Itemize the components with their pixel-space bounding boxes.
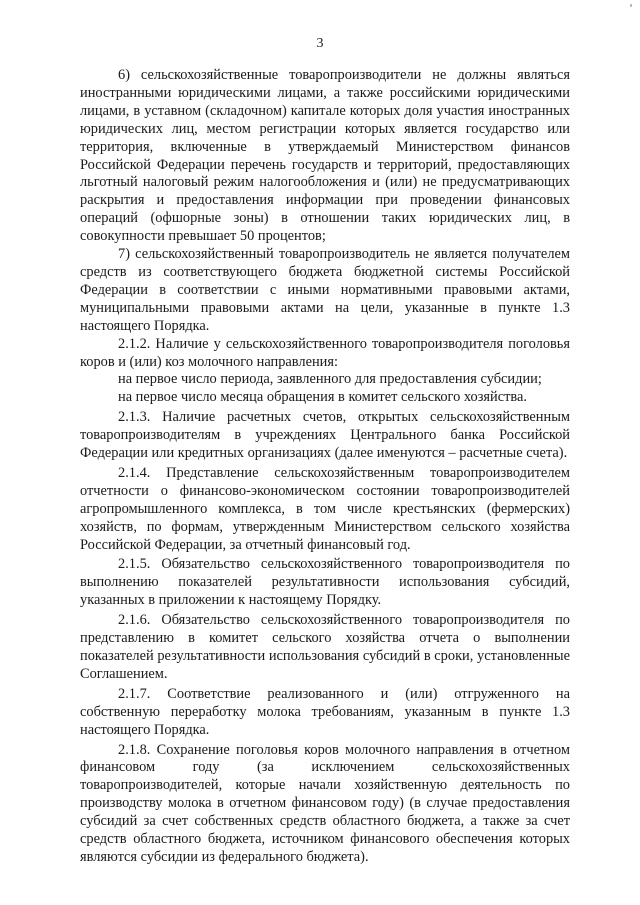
scan-speck xyxy=(630,4,632,7)
paragraph-2-1-2-item-2: на первое число месяца обращения в комитет сельского хозяйства. xyxy=(118,389,527,406)
paragraph-2-1-6: 2.1.6. Обязательство сельскохозяйственного товаропроизводителя по представлению в комитет сельского хозяйства отчета о выполнении показателей результативности использования субсидий в сроки, установленные Соглашением. xyxy=(80,612,570,682)
paragraph-condition-7: 7) сельскохозяйственный товаропроизводитель не является получателем средств из соответствующего бюджета бюджетной системы Российской Федерации в соответствии с иными нормативными правовыми актами, муниципальными правовыми актами на цели, указанные в пункте 1.3 настоящего Порядка. xyxy=(80,246,570,334)
document-body xyxy=(80,67,570,867)
paragraph-2-1-2: 2.1.2. Наличие у сельскохозяйственного товаропроизводителя поголовья коров и (или) коз молочного направления: xyxy=(80,335,570,370)
page-number: 3 xyxy=(316,36,324,51)
paragraph-2-1-2-item-1: на первое число периода, заявленного для предоставления субсидии; xyxy=(118,371,542,388)
paragraph-2-1-7: 2.1.7. Соответствие реализованного и (или) отгруженного на собственную переработку молока требованиям, указанным в пункте 1.3 настоящего Порядка. xyxy=(80,685,570,738)
paragraph-2-1-5: 2.1.5. Обязательство сельскохозяйственного товаропроизводителя по выполнению показателей результативности использования субсидий, указанных в приложении к настоящему Порядку. xyxy=(80,556,570,609)
paragraph-2-1-3: 2.1.3. Наличие расчетных счетов, открытых сельскохозяйственным товаропроизводителям в учреждениях Центрального банка Российской Федерации или кредитных организациях (далее именуются – расчетные счета). xyxy=(80,409,570,462)
paragraph-2-1-4: 2.1.4. Представление сельскохозяйственным товаропроизводителем отчетности о финансово-экономическом состоянии товаропроизводителей агропромышленного комплекса, в том числе крестьянских (фермерских) хозяйств, по формам, утвержденным Министерством сельского хозяйства Российской Федерации, за отчетный финансовый год. xyxy=(80,464,570,553)
paragraph-condition-6: 6) сельскохозяйственные товаропроизводители не должны являться иностранными юридическими лицами, а также российскими юридическими лицами, в уставном (складочном) капитале которых доля участия иностранных юридических лиц, местом регистрации которых является государство или территория, включенные в утверждаемый Министерством финансов Российской Федерации перечень государств и территорий, предоставляющих льготный налоговый режим налогообложения и (или) не предусматривающих раскрытия и предоставления информации при проведении финансовых операций (офшорные зоны) в отношении таких юридических лиц, в совокупности превышает 50 процентов; xyxy=(80,67,570,245)
paragraph-2-1-8: 2.1.8. Сохранение поголовья коров молочного направления в отчетном финансовом году (за исключением сельскохозяйственных товаропроизводителей, которые начали хозяйственную деятельность по производству молока в отчетном финансовом году) (в случае предоставления субсидий за счет собственных средств областного бюджета, а также за счет средств областного бюджета, источником финансового обеспечения которых являются субсидии из федерального бюджета). xyxy=(80,741,570,865)
